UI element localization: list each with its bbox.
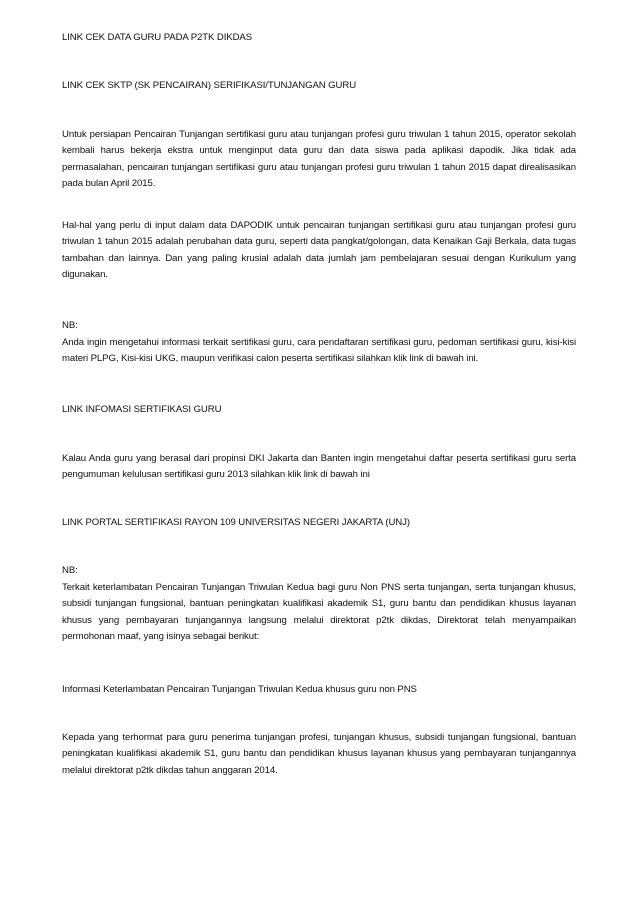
link-cek-sktp[interactable]: LINK CEK SKTP (SK PENCAIRAN) SERIFIKASI/TUNJANGAN GURU [62, 80, 357, 91]
paragraph-kepada-guru: Kepada yang terhormat para guru penerima tunjangan profesi, tunjangan khusus, subsidi tunjangan fungsional, bantuan peningkatan kualifikasi akademik S1, guru bantu dan pendidikan khusus layanan khusus yang pembayaran tunjangannya melalui direktorat p2tk dikdas tahun anggaran 2014. [62, 732, 576, 776]
nb-paragraph-1: Anda ingin mengetahui informasi terkait sertifikasi guru, cara pendaftaran sertifikasi guru, pedoman sertifikasi guru, kisi-kisi materi PLPG, Kisi-kisi UKG, maupun verifikasi calon peserta sertifikasi silahkan klik link di bawah ini. [62, 337, 576, 365]
nb-paragraph-2: Terkait keterlambatan Pencairan Tunjangan Triwulan Kedua bagi guru Non PNS serta tunjangan, serta tunjangan khusus, subsidi tunjangan fungsional, bantuan peningkatan kualifikasi akademik S1, guru bantu dan pendidikan khusus layanan khusus yang pembayaran tunjangannya langsung melalui direktorat p2tk dikdas, Direktorat telah menyampaikan permohonan maaf, yang isinya sebagai berikut: [62, 582, 576, 643]
link-portal-rayon-109[interactable]: LINK PORTAL SERTIFIKASI RAYON 109 UNIVERSITAS NEGERI JAKARTA (UNJ) [62, 517, 410, 528]
nb-label-2: NB: [62, 565, 78, 576]
paragraph-hal-hal-dapodik: Hal-hal yang perlu di input dalam data DAPODIK untuk pencairan tunjangan sertifikasi guru atau tunjangan profesi guru triwulan 1 tahun 2015 adalah perubahan data guru, seperti data pangkat/golongan, data Kenaikan Gaji Berkala, data tugas tambahan dan lainnya. Dan yang paling krusial adalah data jumlah jam pembelajaran sesuai dengan Kurikulum yang digunakan. [62, 220, 576, 281]
link-cek-data-guru[interactable]: LINK CEK DATA GURU PADA P2TK DIKDAS [62, 32, 253, 43]
link-infomasi-sertifikasi[interactable]: LINK INFOMASI SERTIFIKASI GURU [62, 404, 222, 415]
nb-label-1: NB: [62, 320, 78, 331]
paragraph-persiapan-pencairan: Untuk persiapan Pencairan Tunjangan sertifikasi guru atau tunjangan profesi guru triwulan 1 tahun 2015, operator sekolah kembali harus bekerja ekstra untuk menginput data guru dan data siswa pada aplikasi dapodik. Jika tidak ada permasalahan, pencairan tunjangan sertifikasi guru atau tunjangan profesi guru triwulan 1 tahun 2015 dapat direalisasikan pada bulan April 2015. [62, 129, 576, 190]
paragraph-dki-banten: Kalau Anda guru yang berasal dari propinsi DKI Jakarta dan Banten ingin mengetahui daftar peserta sertifikasi guru serta pengumuman kelulusan sertifikasi guru 2013 silahkan klik link di bawah ini [62, 453, 576, 481]
info-keterlambatan-title: Informasi Keterlambatan Pencairan Tunjangan Triwulan Kedua khusus guru non PNS [62, 684, 417, 695]
